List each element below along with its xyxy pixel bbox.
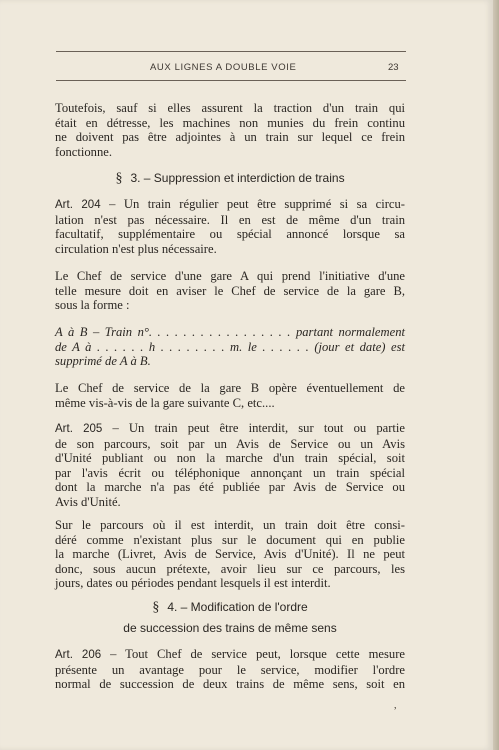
header-rule-top	[56, 51, 406, 52]
section-4-heading-line-2: de succession des trains de même sens	[123, 621, 337, 635]
paragraph-chef-gare-a: Le Chef de service d'une gare A qui prend l'initiative d'une telle mesure doit en aviser le Chef de service de la gare B, sous la forme :	[55, 269, 405, 313]
page-number: 23	[388, 62, 399, 73]
print-mark: ,	[394, 700, 397, 711]
article-205: Art. 205 – Un train peut être interdit, sur tout ou partie de son parcours, soit par un Avis de Service ou un Avis d'Unité publiant ou non la marche d'un train spécial, soit par l'avis écrit ou téléphonique annonçant un train spécial dont la marche n'a pas été publiée par Avis de Service ou Avis d'Unité.	[55, 421, 405, 509]
paragraph-parcours: Sur le parcours où il est interdit, un train doit être consi- déré comme n'existant plus sur le document qui en publie la marche (Livret, Avis de Service, Avis d'Unité). Il ne peut donc, sous aucun prétexte, avoir lieu sur ce parcours, les jours, dates ou périodes pendant lesquels il est interdit.	[55, 518, 405, 591]
header-rule-bottom	[56, 80, 406, 81]
section-3-heading: § 3. – Suppression et interdiction de trains	[115, 171, 345, 186]
running-title: AUX LIGNES A DOUBLE VOIE	[150, 62, 297, 73]
section-4-heading: § 4. – Modification de l'ordre	[152, 600, 308, 615]
page-edge	[493, 0, 499, 750]
article-204: Art. 204 – Un train régulier peut être supprimé si sa circu- lation n'est pas nécessaire. Il en est de même d'un train facultatif, supplémentaire ou spécial annoncé lorsque sa circulation n'est plus nécessaire.	[55, 197, 405, 256]
paragraph-toutefois: Toutefois, sauf si elles assurent la traction d'un train qui était en détresse, les machines non munies du frein continu ne doivent pas être adjointes à un train sur lequel ce frein fonctionne.	[55, 101, 405, 159]
article-206: Art. 206 – Tout Chef de service peut, lorsque cette mesure présente un avantage pour le service, modifier l'ordre normal de succession de deux trains de même sens, soit en	[55, 647, 405, 692]
article-label: Art. 205	[55, 423, 103, 435]
article-label: Art. 204	[55, 199, 101, 211]
article-label: Art. 206	[55, 649, 102, 661]
notification-formula: A à B – Train n°. . . . . . . . . . . . . . . . . partant normalement de A à . . . . . . h . . . . . . . . m. le . . . . . . (jour et date) est supprimé de A à B.	[55, 325, 405, 369]
paragraph-chef-gare-b: Le Chef de service de la gare B opère éventuellement de même vis-à-vis de la gare suivante C, etc....	[55, 381, 405, 410]
